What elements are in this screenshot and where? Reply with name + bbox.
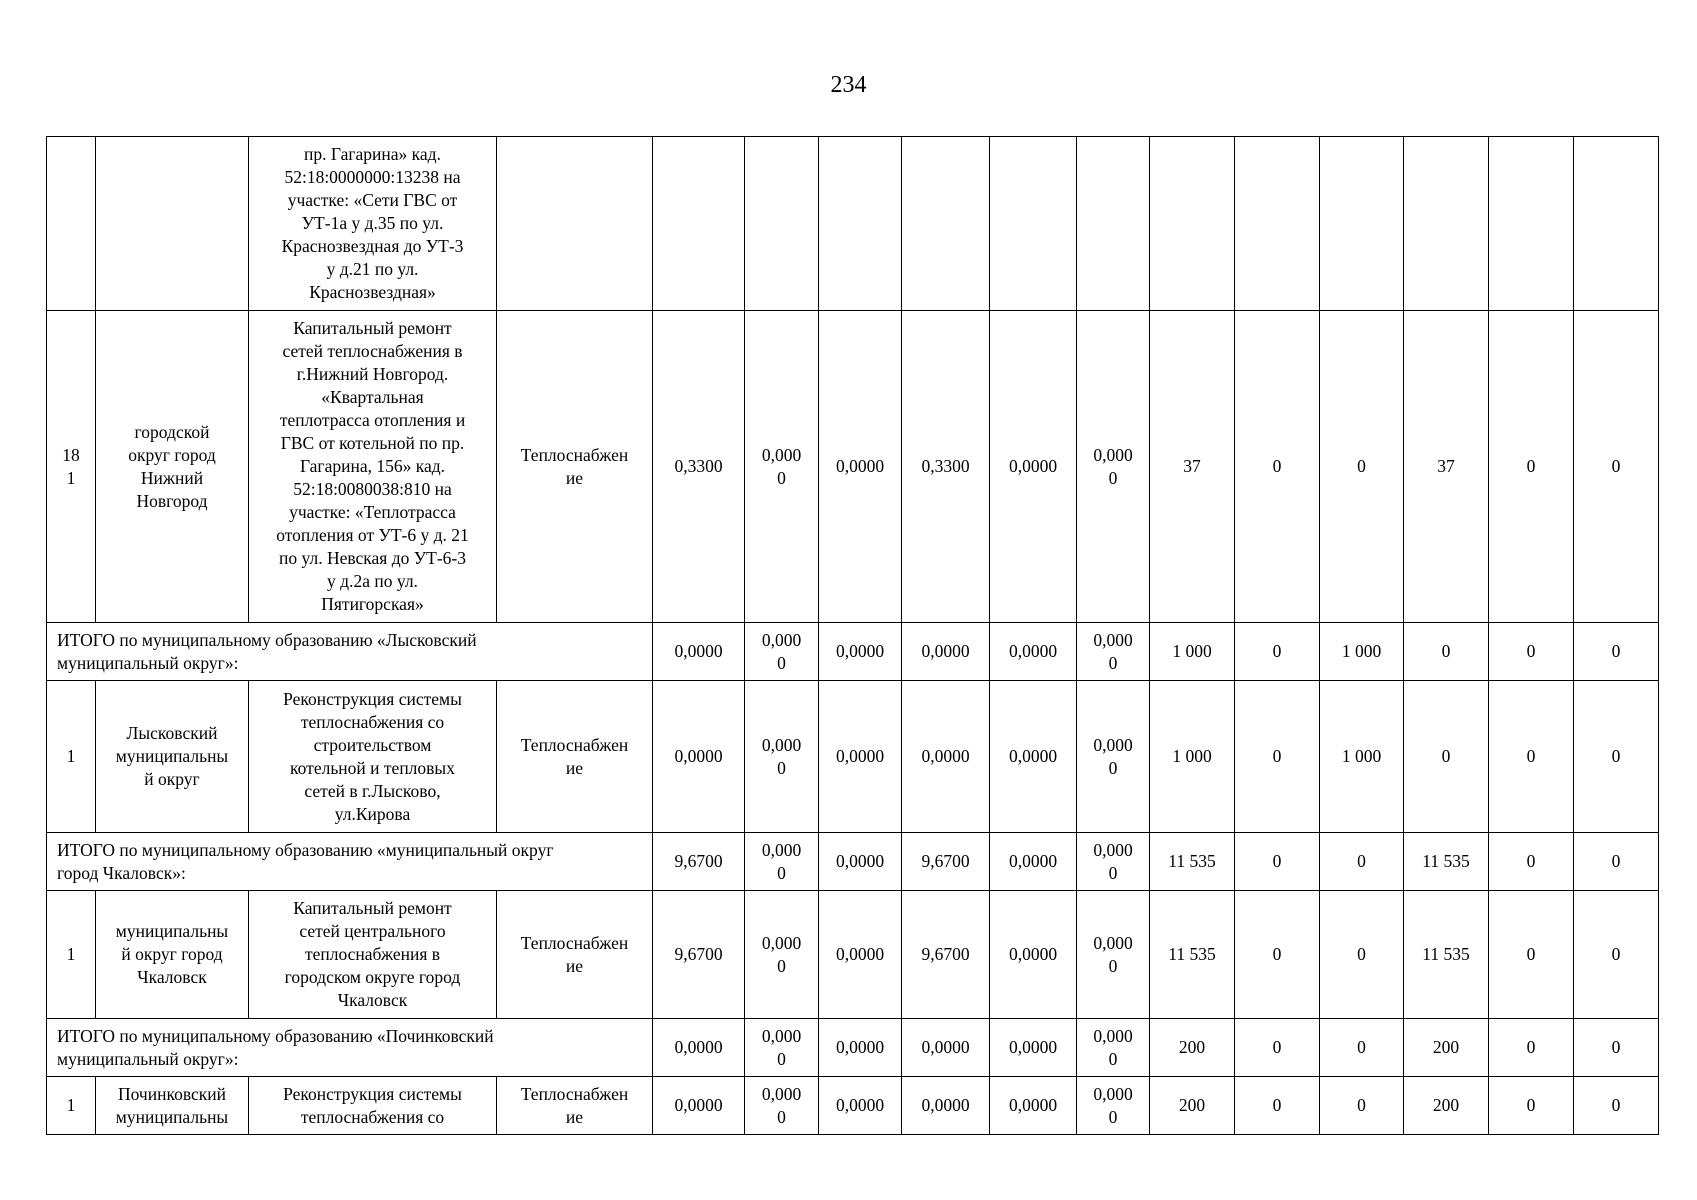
type-cell — [497, 137, 653, 311]
value-cell: 0,000 0 — [1077, 1019, 1150, 1077]
value-cell: 11 535 — [1150, 833, 1235, 891]
row-number — [47, 137, 96, 311]
value-cell: 0,0000 — [902, 1019, 990, 1077]
value-cell: 0 — [1489, 623, 1574, 681]
table-row — [47, 311, 1659, 623]
row-number: 1 — [47, 891, 96, 1019]
type-cell: Теплоснабжен ие — [497, 1077, 653, 1135]
value-cell — [745, 137, 819, 311]
value-cell — [1404, 137, 1489, 311]
value-cell: 0 — [1235, 1077, 1320, 1135]
value-cell: 0,000 0 — [745, 891, 819, 1019]
value-cell: 0,0000 — [819, 681, 902, 833]
row-number: 1 — [47, 1077, 96, 1135]
value-cell: 37 — [1150, 311, 1235, 623]
total-label: ИТОГО по муниципальному образованию «муниципальный округ город Чкаловск»: — [47, 833, 653, 891]
value-cell: 0,0000 — [653, 1019, 745, 1077]
value-cell: 0,000 0 — [1077, 833, 1150, 891]
value-cell: 200 — [1150, 1077, 1235, 1135]
value-cell: 9,6700 — [653, 833, 745, 891]
description-cell: Реконструкция системы теплоснабжения со — [249, 1077, 497, 1135]
value-cell: 11 535 — [1404, 891, 1489, 1019]
value-cell: 1 000 — [1150, 681, 1235, 833]
type-cell: Теплоснабжен ие — [497, 681, 653, 833]
value-cell — [1320, 137, 1404, 311]
value-cell: 9,6700 — [653, 891, 745, 1019]
value-cell: 0,0000 — [990, 1077, 1077, 1135]
value-cell: 0,0000 — [990, 623, 1077, 681]
value-cell: 0,0000 — [990, 311, 1077, 623]
value-cell — [990, 137, 1077, 311]
municipality-cell: городской округ город Нижний Новгород — [96, 311, 249, 623]
value-cell — [1077, 137, 1150, 311]
value-cell: 0 — [1320, 891, 1404, 1019]
value-cell: 0 — [1404, 623, 1489, 681]
value-cell: 0,0000 — [902, 1077, 990, 1135]
value-cell: 0,0000 — [819, 1077, 902, 1135]
value-cell: 0,3300 — [653, 311, 745, 623]
value-cell: 0 — [1489, 891, 1574, 1019]
value-cell: 0 — [1574, 833, 1659, 891]
value-cell: 0 — [1489, 1019, 1574, 1077]
value-cell: 0 — [1574, 681, 1659, 833]
value-cell — [1489, 137, 1574, 311]
description-cell: пр. Гагарина» кад. 52:18:0000000:13238 на участке: «Сети ГВС от УТ-1а у д.35 по ул. Краснозвездная до УТ-3 у д.21 по ул. Краснозвездная» — [249, 137, 497, 311]
value-cell: 1 000 — [1320, 623, 1404, 681]
value-cell: 0,0000 — [990, 681, 1077, 833]
value-cell: 1 000 — [1320, 681, 1404, 833]
value-cell: 0,000 0 — [1077, 623, 1150, 681]
value-cell: 0,0000 — [653, 681, 745, 833]
value-cell: 0 — [1489, 681, 1574, 833]
value-cell — [653, 137, 745, 311]
value-cell — [902, 137, 990, 311]
value-cell — [1235, 137, 1320, 311]
value-cell: 1 000 — [1150, 623, 1235, 681]
value-cell: 0,3300 — [902, 311, 990, 623]
value-cell: 200 — [1404, 1019, 1489, 1077]
value-cell: 0 — [1574, 623, 1659, 681]
value-cell: 0,000 0 — [1077, 311, 1150, 623]
value-cell: 0 — [1235, 681, 1320, 833]
value-cell: 0,000 0 — [745, 623, 819, 681]
total-row — [47, 623, 1659, 681]
value-cell: 0,0000 — [819, 891, 902, 1019]
type-cell: Теплоснабжен ие — [497, 311, 653, 623]
value-cell: 0,0000 — [902, 623, 990, 681]
value-cell: 0,0000 — [902, 681, 990, 833]
value-cell: 0 — [1320, 1077, 1404, 1135]
value-cell: 0,0000 — [653, 623, 745, 681]
value-cell: 0,0000 — [819, 623, 902, 681]
value-cell: 9,6700 — [902, 833, 990, 891]
value-cell: 0,000 0 — [745, 311, 819, 623]
value-cell: 0 — [1489, 833, 1574, 891]
value-cell: 0 — [1235, 833, 1320, 891]
value-cell: 0 — [1404, 681, 1489, 833]
type-cell: Теплоснабжен ие — [497, 891, 653, 1019]
value-cell: 0,000 0 — [1077, 1077, 1150, 1135]
value-cell: 0 — [1320, 833, 1404, 891]
description-cell: Капитальный ремонт сетей центрального теплоснабжения в городском округе город Чкаловск — [249, 891, 497, 1019]
value-cell — [819, 137, 902, 311]
value-cell: 200 — [1404, 1077, 1489, 1135]
table-row — [47, 137, 1659, 311]
value-cell: 0,0000 — [819, 833, 902, 891]
municipality-cell: Починковский муниципальны — [96, 1077, 249, 1135]
municipality-cell: муниципальны й округ город Чкаловск — [96, 891, 249, 1019]
value-cell: 0,0000 — [653, 1077, 745, 1135]
value-cell: 0 — [1574, 1077, 1659, 1135]
value-cell: 0 — [1574, 891, 1659, 1019]
table-row — [47, 891, 1659, 1019]
total-label: ИТОГО по муниципальному образованию «Починковский муниципальный округ»: — [47, 1019, 653, 1077]
value-cell: 0,0000 — [990, 891, 1077, 1019]
value-cell — [1574, 137, 1659, 311]
value-cell: 9,6700 — [902, 891, 990, 1019]
value-cell: 0,0000 — [819, 311, 902, 623]
value-cell: 0,0000 — [990, 1019, 1077, 1077]
value-cell: 0,000 0 — [1077, 891, 1150, 1019]
program-table — [46, 136, 1659, 1135]
value-cell: 0 — [1235, 311, 1320, 623]
value-cell: 0 — [1320, 311, 1404, 623]
value-cell: 0,000 0 — [745, 833, 819, 891]
total-label: ИТОГО по муниципальному образованию «Лысковский муниципальный округ»: — [47, 623, 653, 681]
municipality-cell: Лысковский муниципальны й округ — [96, 681, 249, 833]
row-number: 18 1 — [47, 311, 96, 623]
description-cell: Реконструкция системы теплоснабжения со строительством котельной и тепловых сетей в г.Лысково, ул.Кирова — [249, 681, 497, 833]
total-row — [47, 833, 1659, 891]
value-cell: 0 — [1320, 1019, 1404, 1077]
value-cell: 0,000 0 — [1077, 681, 1150, 833]
row-number: 1 — [47, 681, 96, 833]
value-cell: 0 — [1235, 891, 1320, 1019]
page-number: 234 — [830, 72, 867, 98]
table-row — [47, 1077, 1659, 1135]
total-row — [47, 1019, 1659, 1077]
value-cell: 0,000 0 — [745, 1019, 819, 1077]
value-cell: 0 — [1235, 1019, 1320, 1077]
value-cell: 0,000 0 — [745, 1077, 819, 1135]
municipality-cell — [96, 137, 249, 311]
value-cell: 0 — [1489, 311, 1574, 623]
value-cell: 37 — [1404, 311, 1489, 623]
value-cell: 11 535 — [1404, 833, 1489, 891]
value-cell: 11 535 — [1150, 891, 1235, 1019]
value-cell: 0 — [1574, 311, 1659, 623]
value-cell: 0 — [1574, 1019, 1659, 1077]
value-cell: 200 — [1150, 1019, 1235, 1077]
description-cell: Капитальный ремонт сетей теплоснабжения в г.Нижний Новгород. «Квартальная теплотрасса отопления и ГВС от котельной по пр. Гагарина, 156» кад. 52:18:0080038:810 на участке: «Теплотрасса отопления от УТ-6 у д. 21 по ул. Невская до УТ-6-3 у д.2а по ул. Пятигорская» — [249, 311, 497, 623]
value-cell: 0 — [1489, 1077, 1574, 1135]
value-cell: 0,0000 — [819, 1019, 902, 1077]
table-row — [47, 681, 1659, 833]
value-cell: 0,0000 — [990, 833, 1077, 891]
value-cell: 0,000 0 — [745, 681, 819, 833]
value-cell: 0 — [1235, 623, 1320, 681]
value-cell — [1150, 137, 1235, 311]
